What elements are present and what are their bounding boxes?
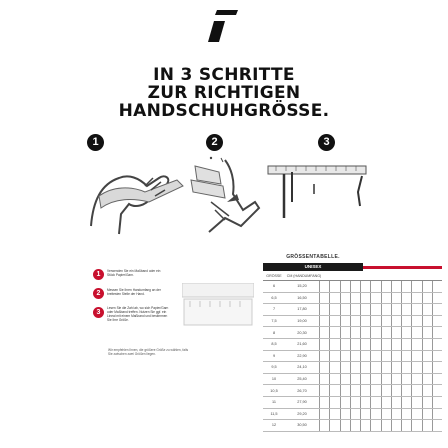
hand-with-tape-icon — [85, 156, 195, 236]
size-grid-cells — [319, 385, 442, 396]
cm-cell: 19,00 — [297, 319, 307, 324]
size-grid-cells — [319, 293, 442, 304]
table-row — [263, 293, 442, 305]
cm-cell: 15,20 — [297, 284, 307, 289]
size-cell: 11,5 — [270, 411, 278, 416]
cm-cell: 29,20 — [297, 411, 307, 416]
instruction-text-1: Verwenden Sie ein Maßband oder ein Stück Papier/Garn. — [107, 269, 161, 277]
accent-bar — [363, 266, 442, 269]
category-label: UNISEX — [263, 263, 363, 271]
size-cell: 6 — [272, 284, 276, 289]
size-cell: 6,5 — [271, 295, 277, 300]
instruction-text-3: Lesen Sie die Zahl ab, wo sich Papier/Garn oder Maßband treffen. Nutzen Sie ggf. ein Lineal mit einem Maßband und bestimmen Sie Ihre Größe. — [107, 306, 169, 322]
size-cell: 8,5 — [271, 342, 277, 347]
size-grid-cells — [319, 409, 442, 420]
cm-cell: 22,90 — [297, 353, 307, 358]
instruction-number-1: 1 — [93, 269, 104, 280]
size-grid-cells — [319, 420, 442, 431]
size-grid-cells — [319, 327, 442, 338]
instruction-text-2: Messen Sie Ihren Handumfang an der breitesten Stelle der Hand. — [107, 288, 161, 296]
size-note: Wir empfehlen Ihnen, die größere Größe zu wählen, falls Sie zwischen zwei Größen liegen. — [108, 348, 189, 356]
size-table-title: GRÖSSENTABELLE. — [286, 254, 340, 260]
table-row — [263, 339, 442, 351]
table-row — [263, 362, 442, 374]
headline-line-1: IN 3 SCHRITTE — [153, 65, 295, 85]
cm-cell: 30,50 — [297, 423, 307, 428]
instruction-number-2: 2 — [93, 288, 104, 299]
step-2-badge: 2 — [206, 134, 223, 151]
size-cell: 8 — [272, 330, 276, 335]
size-cell: 9 — [272, 353, 276, 358]
cm-cell: 26,70 — [297, 388, 307, 393]
table-row — [263, 316, 442, 328]
cm-cell: 20,30 — [297, 330, 307, 335]
size-grid-cells — [319, 316, 442, 327]
size-grid-cells — [319, 374, 442, 385]
size-cell: 10 — [271, 377, 277, 382]
size-table — [263, 263, 442, 432]
size-grid-cells — [319, 351, 442, 362]
header-size: GRÖSSE — [266, 274, 282, 278]
table-row — [263, 327, 442, 339]
table-row — [263, 409, 442, 421]
page-headline — [0, 66, 448, 120]
size-cell: 7,5 — [271, 319, 277, 324]
size-grid-cells — [319, 304, 442, 315]
table-row — [263, 281, 442, 293]
size-cell: 11 — [272, 400, 276, 405]
table-rows — [263, 281, 442, 432]
cm-cell: 27,90 — [297, 400, 307, 405]
tape-measure-icon — [262, 162, 372, 232]
size-grid-cells — [319, 397, 442, 408]
table-row — [263, 385, 442, 397]
wrapped-hand-icon — [185, 154, 265, 236]
cm-cell: 25,40 — [297, 377, 307, 382]
size-cell: 7 — [272, 307, 276, 312]
size-cell: 12 — [271, 423, 277, 428]
table-row — [263, 374, 442, 386]
brand-logo-icon — [205, 10, 241, 44]
table-header — [263, 273, 442, 281]
table-row — [263, 351, 442, 363]
ruler-illustration-icon — [182, 283, 254, 335]
size-grid-cells — [319, 339, 442, 350]
table-row — [263, 420, 442, 432]
cm-cell: 24,10 — [297, 365, 307, 370]
category-bar — [263, 263, 442, 271]
cm-cell: 17,80 — [297, 307, 307, 312]
table-row — [263, 304, 442, 316]
instruction-number-3: 3 — [93, 307, 104, 318]
headline-line-3: HANDSCHUHGRÖSSE. — [118, 101, 330, 121]
size-cell: 9,5 — [271, 365, 277, 370]
step-1-badge: 1 — [87, 134, 104, 151]
cm-cell: 21,60 — [297, 342, 307, 347]
size-cell: 10,5 — [270, 388, 278, 393]
table-row — [263, 397, 442, 409]
headline-line-2: ZUR RICHTIGEN — [147, 83, 301, 103]
size-grid-cells — [319, 362, 442, 373]
size-grid-cells — [319, 281, 442, 292]
step-3-badge: 3 — [318, 134, 335, 151]
steps-illustration-row — [0, 132, 448, 242]
header-cm: CM (HANDUMFANG) — [286, 274, 322, 278]
cm-cell: 16,50 — [297, 295, 307, 300]
